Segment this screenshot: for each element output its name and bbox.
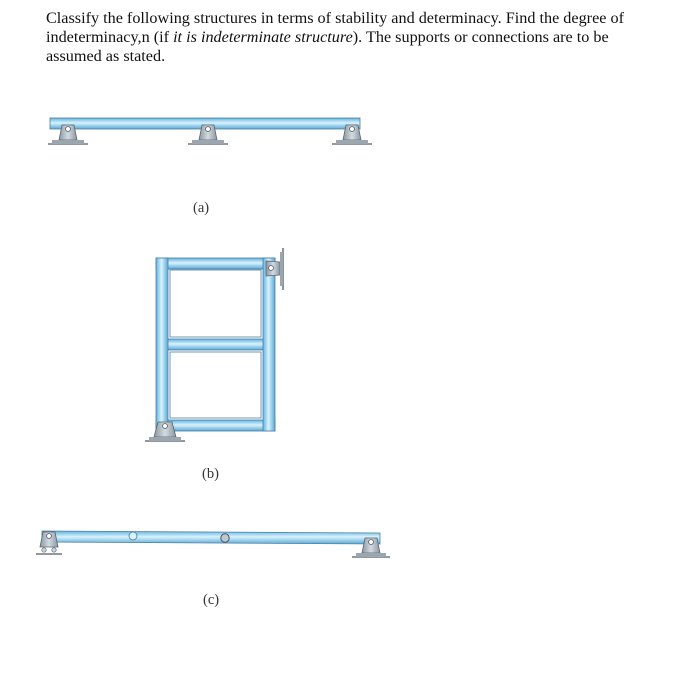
problem-text-italic: it is indeterminate structure — [173, 28, 353, 46]
caption-c: (c) — [203, 592, 220, 608]
problem-text-start: Classify the following structures in terms of stability and determinacy. Find the degree of indeterminacy,n (if — [46, 9, 624, 46]
figure-b — [145, 248, 283, 441]
frame-b-right-column — [263, 258, 275, 431]
figure-c — [36, 531, 390, 557]
figure-a — [48, 118, 372, 144]
frame-b-middle — [165, 339, 267, 350]
frame-b-top — [156, 258, 275, 269]
frame-b-left-column — [156, 258, 168, 431]
beam-c — [42, 531, 380, 544]
hinge-c-2 — [221, 534, 229, 542]
hinge-c-1 — [129, 532, 137, 540]
problem-text-end: ). The supports or connections are to be assumed as stated. — [46, 28, 609, 65]
caption-a: (a) — [193, 200, 210, 216]
caption-b: (b) — [202, 466, 219, 482]
